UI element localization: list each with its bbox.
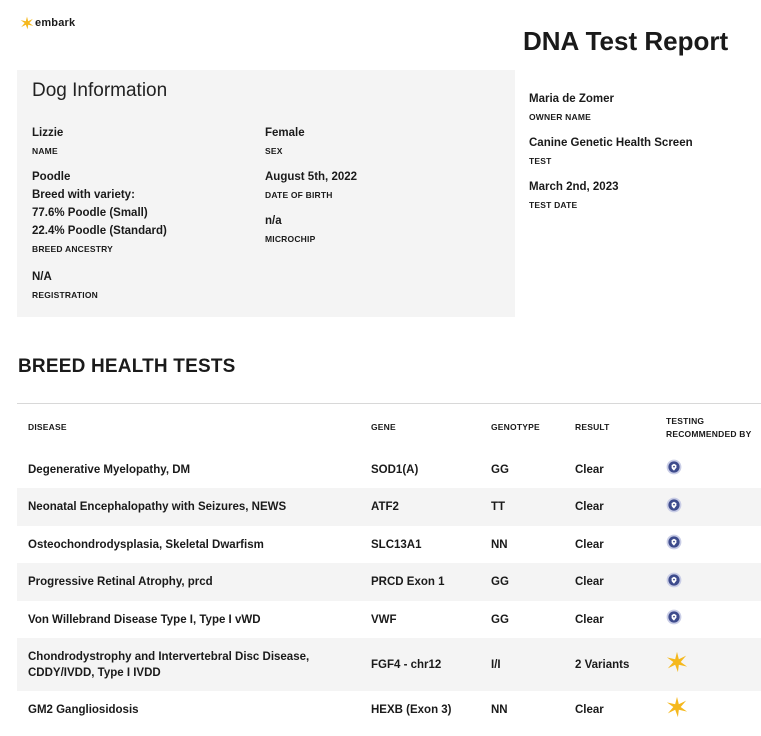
breed-ancestry-line: 22.4% Poodle (Standard): [32, 225, 167, 237]
dob-field: [265, 168, 357, 200]
breed-club-seal-icon: [666, 497, 682, 513]
report-title: DNA Test Report: [523, 26, 729, 56]
owner-field: [529, 90, 614, 122]
recommended-by-cell: [655, 451, 761, 488]
owner-value: Maria de Zomer: [529, 93, 614, 105]
column-header-result: RESULT: [564, 404, 655, 452]
recommended-by-cell: [655, 563, 761, 601]
dog-name-label: NAME: [32, 146, 58, 156]
microchip-field: [265, 212, 315, 244]
column-header-genotype: GENOTYPE: [480, 404, 564, 452]
result-cell: 2 Variants: [564, 638, 655, 691]
genotype-cell: GG: [480, 563, 564, 601]
health-tests-table: [17, 403, 761, 728]
disease-cell: GM2 Gangliosidosis: [17, 691, 360, 728]
result-cell: Clear: [564, 691, 655, 728]
result-cell: Clear: [564, 451, 655, 488]
dog-information-card: [17, 70, 515, 317]
disease-cell: Progressive Retinal Atrophy, prcd: [17, 563, 360, 601]
sex-value: Female: [265, 127, 305, 139]
table-row: [17, 563, 761, 601]
disease-cell: Neonatal Encephalopathy with Seizures, NEWS: [17, 488, 360, 526]
card-title: Dog Information: [32, 80, 168, 101]
genotype-cell: NN: [480, 691, 564, 728]
genotype-cell: I/I: [480, 638, 564, 691]
genotype-cell: GG: [480, 601, 564, 638]
dob-label: DATE OF BIRTH: [265, 190, 333, 200]
gene-cell: FGF4 - chr12: [360, 638, 480, 691]
gene-cell: SLC13A1: [360, 526, 480, 563]
recommended-by-cell: [655, 526, 761, 563]
column-header-disease: DISEASE: [17, 404, 360, 452]
disease-cell: Chondrodystrophy and Intervertebral Disc Disease, CDDY/IVDD, Type I IVDD: [17, 638, 360, 691]
breed-field: [32, 168, 167, 254]
result-cell: Clear: [564, 526, 655, 563]
disease-cell: Von Willebrand Disease Type I, Type I vWD: [17, 601, 360, 638]
disease-cell: Osteochondrodysplasia, Skeletal Dwarfism: [17, 526, 360, 563]
test-field: [529, 134, 693, 166]
breed-club-seal-icon: [666, 534, 682, 550]
test-date-field: [529, 178, 618, 210]
test-date-label: TEST DATE: [529, 200, 578, 210]
sex-field: [265, 124, 305, 156]
table-row: [17, 601, 761, 638]
dob-value: August 5th, 2022: [265, 171, 358, 183]
table-row: [17, 488, 761, 526]
recommended-by-cell: [655, 691, 761, 728]
gene-cell: SOD1(A): [360, 451, 480, 488]
gene-cell: PRCD Exon 1: [360, 563, 480, 601]
dog-name-value: Lizzie: [32, 127, 64, 139]
genotype-cell: NN: [480, 526, 564, 563]
gene-cell: VWF: [360, 601, 480, 638]
table-row: [17, 526, 761, 563]
result-cell: Clear: [564, 563, 655, 601]
genotype-cell: TT: [480, 488, 564, 526]
section-title: BREED HEALTH TESTS: [18, 356, 236, 377]
test-value: Canine Genetic Health Screen: [529, 137, 693, 149]
breed-ancestry-line: 77.6% Poodle (Small): [32, 207, 148, 219]
breed-club-seal-icon: [666, 459, 682, 475]
table-row: [17, 451, 761, 488]
gene-cell: ATF2: [360, 488, 480, 526]
result-cell: Clear: [564, 488, 655, 526]
microchip-value: n/a: [265, 215, 282, 227]
sex-label: SEX: [265, 146, 283, 156]
registration-value: N/A: [32, 271, 52, 283]
recommended-by-cell: [655, 638, 761, 691]
column-header-recommended-by: TESTING RECOMMENDED BY: [655, 404, 761, 452]
owner-label: OWNER NAME: [529, 112, 591, 122]
embark-logo: [20, 16, 75, 30]
gene-cell: HEXB (Exon 3): [360, 691, 480, 728]
embark-star-icon: [666, 651, 688, 673]
recommended-by-cell: [655, 601, 761, 638]
breed-club-seal-icon: [666, 609, 682, 625]
result-cell: Clear: [564, 601, 655, 638]
column-header-gene: GENE: [360, 404, 480, 452]
genotype-cell: GG: [480, 451, 564, 488]
brand-name: embark: [35, 17, 76, 29]
disease-cell: Degenerative Myelopathy, DM: [17, 451, 360, 488]
breed-ancestry-label: BREED ANCESTRY: [32, 244, 114, 254]
breed-variety-label: Breed with variety:: [32, 189, 135, 201]
microchip-label: MICROCHIP: [265, 234, 316, 244]
table-row: [17, 638, 761, 691]
breed-club-seal-icon: [666, 572, 682, 588]
table-header-row: [17, 404, 761, 452]
dog-name-field: [32, 124, 63, 156]
recommended-by-cell: [655, 488, 761, 526]
test-label: TEST: [529, 156, 552, 166]
registration-label: REGISTRATION: [32, 290, 98, 300]
breed-value: Poodle: [32, 171, 71, 183]
table-row: [17, 691, 761, 728]
test-date-value: March 2nd, 2023: [529, 181, 619, 193]
embark-star-icon: [666, 696, 688, 718]
registration-field: [32, 268, 98, 300]
embark-star-icon: [20, 16, 34, 30]
